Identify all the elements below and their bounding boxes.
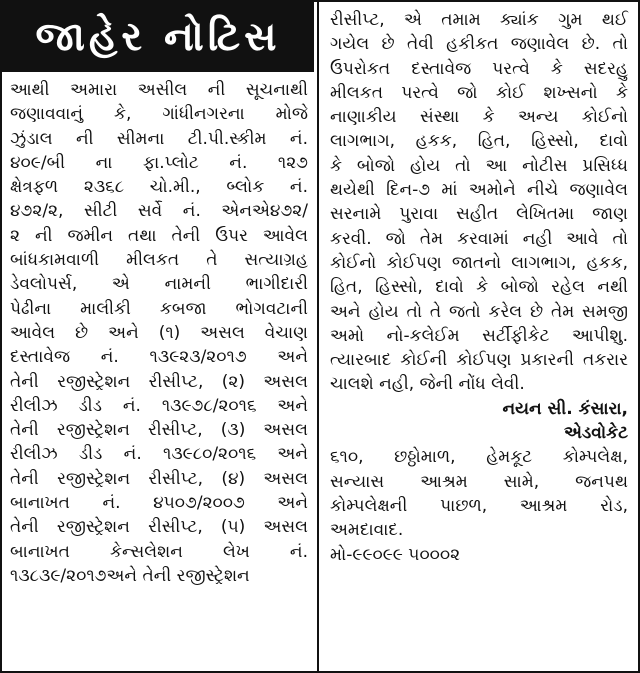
notice-text-line: જણાવવાનું કે, ગાંધીનગરના મોજે <box>10 104 308 125</box>
notice-text-line: ક્ષેત્રફળ ૨૩૬૮ ચો.મી., બ્લોક નં. <box>10 177 308 198</box>
notice-text-line: ૪૦૯/બી ના ફા.પ્લોટ નં. ૧૨૭ <box>10 152 308 173</box>
notice-text-line: બાનાખત નં. ૪૫૦૭/૨૦૦૭ અને <box>10 493 308 514</box>
notice-text-line: તેની રજીસ્ટ્રેશન રીસીપ્ટ, (૩) અસલ <box>10 420 308 441</box>
notice-text-line: દસ્તાવેજ નં. ૧૩૯૨૩/૨૦૧૭ અને <box>10 347 308 368</box>
notice-text-line: તેની રજીસ્ટ્રેશન રીસીપ્ટ, (૪) અસલ <box>10 468 308 489</box>
advocate-address <box>322 445 638 542</box>
notice-text-line: તેની રજીસ્ટ્રેશન રીસીપ્ટ, (૨) અસલ <box>10 371 308 392</box>
notice-text-line: અને હોય તો તે જતો કરેલ છે તેમ સમજી <box>330 301 628 322</box>
notice-text-line: કોઈનો કોઈપણ જાતનો લાગભાગ, હકક, <box>330 252 628 273</box>
notice-text-line: અમો નો-કલેઈમ સર્ટીફીકેટ આપીશુ. <box>330 325 628 346</box>
notice-text-line: રીલીઝ ડીડ નં. ૧૩૯૭૮/૨૦૧૬ અને <box>10 395 308 416</box>
notice-text-line: ડેવલોપર્સ, એ નામની ભાગીદારી <box>10 274 308 295</box>
notice-body-right <box>322 2 638 397</box>
notice-text-line: રીસીપ્ટ, એ તમામ ક્યાંક ગુમ થઈ <box>330 10 628 30</box>
notice-text-line: ચાલશે નહી, જેની નોંધ લેવી. <box>330 374 525 395</box>
notice-text-line: લાગભાગ, હકક, હિત, હિસ્સો, દાવો <box>330 131 628 152</box>
notice-text-line: ૨ ની જમીન તથા તેની ઉપર આવેલ <box>10 225 308 246</box>
notice-text-line: બાનાખત કેન્સલેશન લેખ નં. <box>10 541 308 562</box>
notice-text-line: આવેલ છે અને (૧) અસલ વેચાણ <box>10 322 308 343</box>
notice-title-banner <box>2 2 314 72</box>
notice-title: જાહેર નોટિસ <box>35 14 281 60</box>
column-divider <box>317 2 319 671</box>
notice-text-line: નાણાકીય સંસ્થા કે અન્ય કોઈનો <box>330 107 628 128</box>
notice-text-line: મીલકત પરત્વે જો કોઈ શખ્સનો કે <box>330 82 628 103</box>
notice-text-line: થયેથી દિન-૭ માં અમોને નીચે જણાવેલ <box>330 180 628 201</box>
advocate-name: નયન સી. કંસારા, <box>502 398 628 419</box>
notice-text-line: ત્યારબાદ કોઈની કોઈપણ પ્રકારની તકરાર <box>330 350 628 371</box>
notice-body-left <box>2 78 314 588</box>
notice-text-line: હિત, હિસ્સો, દાવો કે બોજો રહેલ નથી <box>330 277 628 298</box>
notice-text-line: ૪૭૨/૨, સીટી સર્વે નં. એનએ૪૭૨/ <box>10 201 308 222</box>
advocate-designation: એડવોકેટ <box>563 423 628 444</box>
address-line: સન્યાસ આશ્રમ સામે, જનપથ <box>330 471 628 492</box>
notice-text-line: ઉપરોકત દસ્તાવેજ પરત્વે કે સદરહુ <box>330 58 628 79</box>
address-line: અમદાવાદ. <box>330 520 404 541</box>
notice-text-line: ૧૩૮૩૯/૨૦૧૭અને તેની રજીસ્ટ્રેશન <box>10 565 250 586</box>
notice-text-line: પેઢીના માલીકી કબજા ભોગવટાની <box>10 298 308 319</box>
notice-text-line: આથી અમારા અસીલ ની સૂચનાથી <box>10 80 308 100</box>
address-line: ૬૧૦, છઠ્ઠોમાળ, હેમકૂટ કોમ્પલેક્ષ, <box>330 447 628 468</box>
notice-text-line: ઝુંડાલ ની સીમના ટી.પી.સ્કીમ નં. <box>10 128 308 149</box>
notice-text-line: રીલીઝ ડીડ નં. ૧૩૯૮૦/૨૦૧૬ અને <box>10 444 308 465</box>
notice-text-line: કરવી. જો તેમ કરવામાં નહી આવે તો <box>330 228 628 249</box>
notice-text-line: ગયેલ છે તેવી હકીકત જણાવેલ છે. તો <box>330 34 628 55</box>
notice-text-line: તેની રજીસ્ટ્રેશન રીસીપ્ટ, (૫) અસલ <box>10 517 308 538</box>
notice-text-line: સરનામે પુરાવા સહીત લેખિતમા જાણ <box>330 204 628 225</box>
notice-text-line: બાંધકામવાળી મીલકત તે સત્યાગ્રહ <box>10 250 308 271</box>
notice-text-line: કે બોજો હોય તો આ નોટીસ પ્રસિધ્ધ <box>330 155 628 176</box>
notice-left-column <box>2 2 314 671</box>
address-line: કોમ્પલેક્ષની પાછળ, આશ્રમ રોડ, <box>330 495 628 516</box>
advocate-phone: મો-૯૯૦૯૯ ૫૦૦૦૨ <box>330 544 461 565</box>
notice-right-column <box>322 2 638 671</box>
